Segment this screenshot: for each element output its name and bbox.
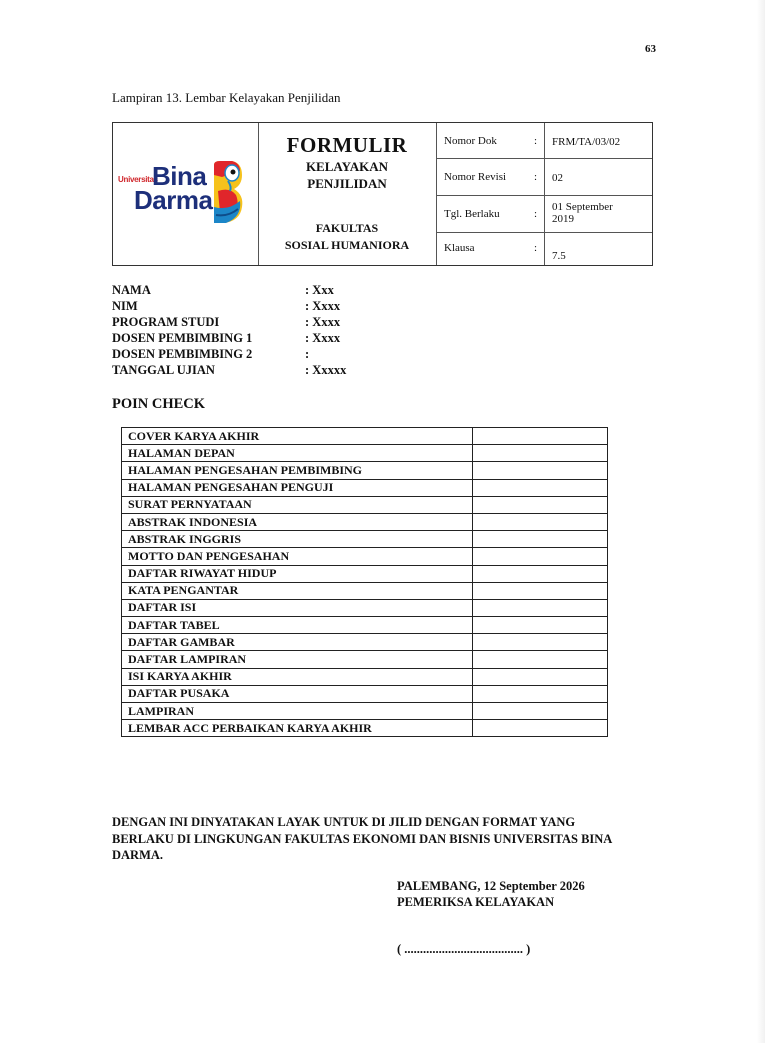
info-label: DOSEN PEMBIMBING 2 <box>112 347 253 361</box>
checklist-item-label: DAFTAR GAMBAR <box>122 634 473 651</box>
info-value: : Xxx <box>305 283 334 297</box>
info-label: NIM <box>112 299 138 313</box>
checklist-check-cell[interactable] <box>473 651 608 668</box>
meta-divider <box>544 232 545 265</box>
logo-line1: Bina <box>152 161 207 191</box>
info-value: : Xxxxx <box>305 363 347 377</box>
info-label: DOSEN PEMBIMBING 1 <box>112 331 253 345</box>
logo-line2: Darma <box>134 185 213 215</box>
checklist-row <box>122 685 608 702</box>
checklist-check-cell[interactable] <box>473 685 608 702</box>
info-value: : <box>305 347 310 361</box>
checklist-item-label: HALAMAN PENGESAHAN PENGUJI <box>122 479 473 496</box>
meta-label: Nomor Revisi <box>444 171 507 183</box>
meta-colon: : <box>534 171 538 183</box>
checklist-item-label: KATA PENGANTAR <box>122 582 473 599</box>
meta-row-klausa <box>436 232 652 265</box>
checklist-item-label: LAMPIRAN <box>122 703 473 720</box>
checklist-item-label: DAFTAR LAMPIRAN <box>122 651 473 668</box>
info-row-dosen-pembimbing-2 <box>112 347 512 363</box>
checklist-row <box>122 531 608 548</box>
checklist-check-cell[interactable] <box>473 720 608 737</box>
meta-label: Nomor Dok <box>444 135 497 147</box>
checklist-row <box>122 496 608 513</box>
checklist-check-cell[interactable] <box>473 462 608 479</box>
meta-value: 7.5 <box>552 250 566 262</box>
eligibility-statement: DENGAN INI DINYATAKAN LAYAK UNTUK DI JILID DENGAN FORMAT YANG BERLAKU DI LINGKUNGAN FAKULTAS EKONOMI DAN BISNIS UNIVERSITAS BINA DARMA. <box>112 815 612 862</box>
checklist-check-cell[interactable] <box>473 548 608 565</box>
poin-check-title: POIN CHECK <box>112 396 206 412</box>
checklist-row <box>122 428 608 445</box>
checklist-row <box>122 599 608 616</box>
checklist-check-cell[interactable] <box>473 513 608 530</box>
meta-label: Tgl. Berlaku <box>444 208 500 220</box>
checklist-row <box>122 582 608 599</box>
checklist-row <box>122 548 608 565</box>
checklist-check-cell[interactable] <box>473 445 608 462</box>
checklist-check-cell[interactable] <box>473 565 608 582</box>
checklist-check-cell[interactable] <box>473 703 608 720</box>
checklist-item-label: HALAMAN DEPAN <box>122 445 473 462</box>
checklist-item-label: LEMBAR ACC PERBAIKAN KARYA AKHIR <box>122 720 473 737</box>
logo-cell <box>113 123 259 265</box>
examiner-role: PEMERIKSA KELAYAKAN <box>397 895 555 909</box>
title-cell <box>258 123 437 265</box>
info-label: NAMA <box>112 283 151 297</box>
meta-value: 02 <box>552 172 563 184</box>
meta-row-tgl-berlaku <box>436 195 652 233</box>
form-header-table <box>112 122 653 266</box>
meta-divider <box>544 158 545 195</box>
checklist-check-cell[interactable] <box>473 582 608 599</box>
info-row-program-studi <box>112 315 512 331</box>
signature-line: ( ...................................... ) <box>397 942 531 956</box>
place-date: PALEMBANG, 12 September 2026 <box>397 879 585 893</box>
page-edge <box>757 0 765 1043</box>
checklist-row <box>122 651 608 668</box>
meta-value: FRM/TA/03/02 <box>552 136 621 148</box>
checklist-row <box>122 634 608 651</box>
meta-label: Klausa <box>444 242 475 254</box>
checklist-row <box>122 445 608 462</box>
checklist-item-label: ABSTRAK INGGRIS <box>122 531 473 548</box>
info-row-nim <box>112 299 512 315</box>
logo-prefix: Universitas <box>118 175 158 184</box>
checklist-check-cell[interactable] <box>473 599 608 616</box>
info-value: : Xxxx <box>305 331 341 345</box>
poin-check-table <box>121 427 608 737</box>
checklist-row <box>122 462 608 479</box>
info-row-nama <box>112 283 512 299</box>
checklist-check-cell[interactable] <box>473 668 608 685</box>
meta-colon: : <box>534 242 538 254</box>
form-subtitle <box>258 158 436 192</box>
checklist-item-label: DAFTAR PUSAKA <box>122 685 473 702</box>
meta-colon: : <box>534 135 538 147</box>
checklist-item-label: MOTTO DAN PENGESAHAN <box>122 548 473 565</box>
checklist-row <box>122 668 608 685</box>
checklist-row <box>122 479 608 496</box>
checklist-item-label: DAFTAR ISI <box>122 599 473 616</box>
form-title: FORMULIR <box>286 133 408 157</box>
page-number: 63 <box>645 43 656 55</box>
info-value: : Xxxx <box>305 315 341 329</box>
meta-row-nomor-revisi <box>436 158 652 196</box>
checklist-row <box>122 565 608 582</box>
checklist-check-cell[interactable] <box>473 531 608 548</box>
meta-value: 01 September 2019 <box>552 201 613 225</box>
meta-colon: : <box>534 208 538 220</box>
checklist-item-label: COVER KARYA AKHIR <box>122 428 473 445</box>
document-meta <box>436 123 652 265</box>
checklist-row <box>122 720 608 737</box>
faculty-name <box>258 220 436 254</box>
info-value: : Xxxx <box>305 299 341 313</box>
checklist-check-cell[interactable] <box>473 496 608 513</box>
meta-divider <box>544 195 545 232</box>
checklist-check-cell[interactable] <box>473 479 608 496</box>
form-subtitle-line: KELAYAKAN <box>305 159 389 174</box>
info-label: PROGRAM STUDI <box>112 315 220 329</box>
meta-row-nomor-dok <box>436 123 652 159</box>
info-label: TANGGAL UJIAN <box>112 363 215 377</box>
checklist-item-label: ABSTRAK INDONESIA <box>122 513 473 530</box>
info-row-tanggal-ujian <box>112 363 512 379</box>
checklist-item-label: DAFTAR TABEL <box>122 617 473 634</box>
checklist-item-label: DAFTAR RIWAYAT HIDUP <box>122 565 473 582</box>
meta-divider <box>544 123 545 158</box>
checklist-item-label: ISI KARYA AKHIR <box>122 668 473 685</box>
checklist-item-label: SURAT PERNYATAAN <box>122 496 473 513</box>
faculty-line: SOSIAL HUMANIORA <box>284 238 410 252</box>
checklist-row <box>122 513 608 530</box>
checklist-item-label: HALAMAN PENGESAHAN PEMBIMBING <box>122 462 473 479</box>
parrot-mascot-icon <box>210 161 244 223</box>
checklist-row <box>122 617 608 634</box>
checklist-check-cell[interactable] <box>473 428 608 445</box>
checklist-check-cell[interactable] <box>473 617 608 634</box>
faculty-line: FAKULTAS <box>315 221 379 235</box>
signoff-block <box>397 878 585 910</box>
checklist-check-cell[interactable] <box>473 634 608 651</box>
form-subtitle-line: PENJILIDAN <box>307 176 387 191</box>
checklist-row <box>122 703 608 720</box>
info-row-dosen-pembimbing-1 <box>112 331 512 347</box>
appendix-caption: Lampiran 13. Lembar Kelayakan Penjilidan <box>112 90 341 105</box>
university-logo <box>118 161 248 231</box>
